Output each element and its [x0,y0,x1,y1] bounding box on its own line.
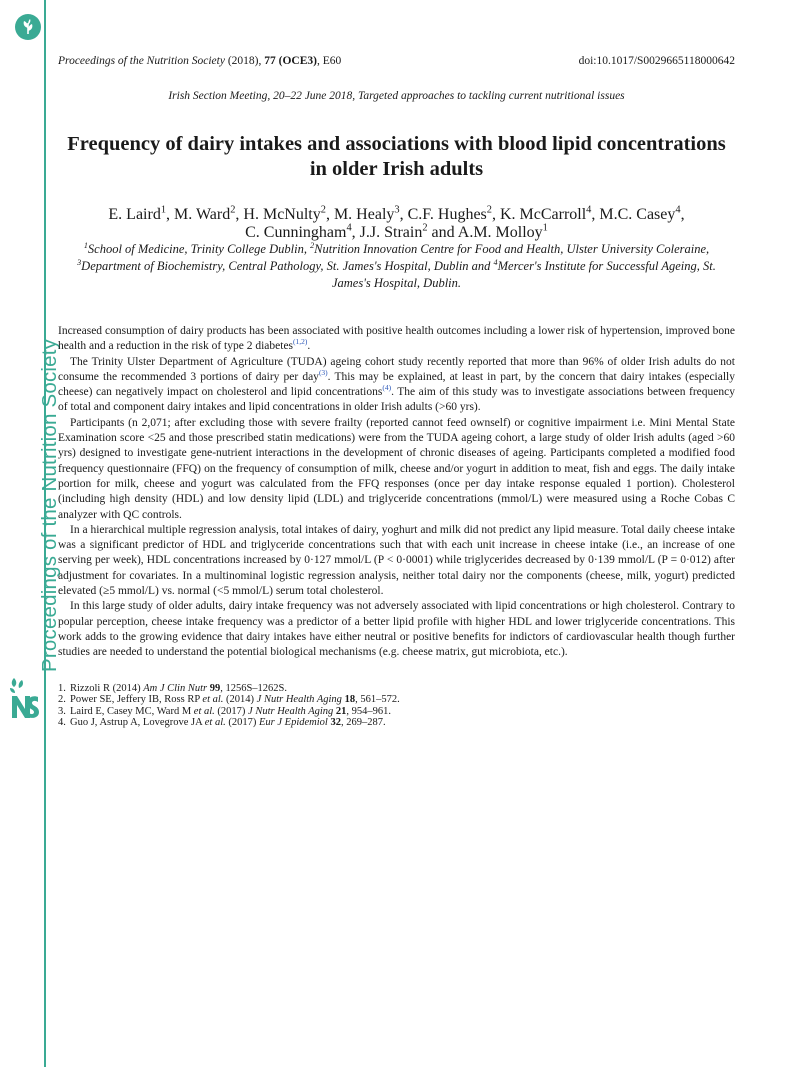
title-line-1: Frequency of dairy intakes and associations with blood lipid concentrations [67,133,726,155]
author-name: K. McCarroll [499,206,587,223]
reference-etal: et al. [193,705,215,717]
paragraph-text: The Trinity Ulster Department of Agriculture (TUDA) ageing cohort study recently reported that more than 96% of older Irish adults do not consume the recommended 3 portions of dairy per day [58,355,735,383]
reference-item [58,683,735,694]
author-separator: , [680,206,685,223]
body-paragraph [58,355,735,416]
reference-pages: , 1256S–1262S. [220,683,288,694]
affiliation-text: Mercer's Institute for Successful Ageing, St. James's Hospital, Dublin. [331,259,716,290]
author [245,224,360,241]
reference-item [58,717,735,728]
reference-journal: J Nutr Health Aging [256,694,342,706]
reference-item [58,706,735,717]
author-affiliation-mark: 1 [160,204,167,216]
affiliation-text: Department of Biochemistry, Central Pathology, St. James's Hospital, Dublin and [81,259,494,273]
reference-number: 2. [58,694,66,706]
author-name: M. Healy [333,206,395,223]
reference-etal: et al. [204,717,226,729]
author-separator: , [166,206,175,223]
reference-authors: Guo J, Astrup A, Lovegrove JA [70,717,205,729]
reference-pages: , 269–287. [340,717,386,729]
author-separator: , [399,206,408,223]
leaf-logo-icon [15,14,41,40]
reference-journal: Am J Clin Nutr [143,683,208,694]
journal-title: Proceedings of the Nutrition Society [58,55,225,67]
author [408,206,500,223]
affiliation-number: 1 [83,240,88,250]
author-separator: and [427,224,458,241]
ns-logo-icon [8,676,40,727]
body-paragraph [58,416,735,523]
affiliation-number: 2 [310,240,315,250]
author-separator: , [325,206,334,223]
author-name: M. Ward [174,206,231,223]
meeting-line: Irish Section Meeting, 20–22 June 2018, Targeted approaches to tackling current nutritional issues [168,90,625,102]
author [108,206,174,223]
author-affiliation-mark: 2 [320,204,326,216]
affiliation-list [58,241,735,292]
author-affiliation-mark: 2 [230,204,236,216]
author-affiliation-mark: 4 [586,204,592,216]
affiliation-text: School of Medicine, Trinity College Dublin, [87,242,311,256]
running-head-citation [58,55,341,67]
doi[interactable]: doi:10.1017/S0029665118000642 [578,55,735,67]
page-number: , E60 [316,55,342,67]
paragraph-text: . [307,340,311,353]
reference-number: 3. [58,705,66,717]
paragraph-text: In this large study of older adults, dairy intake frequency was not adversely associated with lipid concentrations or high cholesterol. Contrary to popular perception, cheese intake frequency was a predictor of a better lipid profile with higher HDL and lower triglyceride concentrations. This work adds to the growing evidence that dairy intakes have either neutral or positive benefits for indictors of cardiovascular health though further studies are needed to understand the potential biological mechanisms (e.g. cheese matrix, gut microbiota, etc.). [58,600,735,659]
author-name: C. Cunningham [245,224,347,241]
author [360,224,458,241]
reference-year: (2017) [214,705,249,717]
year: (2018), [227,55,262,67]
author-name: A.M. Molloy [457,224,543,241]
volume: 77 (OCE3) [264,55,317,67]
author [174,206,243,223]
reference-pages: , 954–961. [346,705,392,717]
reference-authors: Power SE, Jeffery IB, Ross RP [70,694,203,706]
reference-number: 1. [58,683,66,694]
author [599,206,684,223]
affiliation-number: 4 [493,257,498,267]
author-affiliation-mark: 3 [394,204,400,216]
reference-volume: 32 [330,717,341,729]
author-affiliation-mark: 4 [675,204,681,216]
reference-list [58,683,735,729]
body-paragraph [58,324,735,355]
author-separator: , [235,206,244,223]
citation-link[interactable]: (3) [318,368,328,378]
author-list [58,206,735,242]
author-name: M.C. Casey [599,206,676,223]
author-affiliation-mark: 2 [422,222,428,234]
author-affiliation-mark: 1 [542,222,548,234]
paragraph-text: Participants (n 2,071; after excluding those with severe frailty (reported cannot feed ownself) or cognitive impairment i.e. Mini Mental State Examination score <25 and those prescribed statin medications) were from the TUDA ageing cohort, a large study of older Irish adults (aged >60 yrs) designed to investigate gene-nutrient interactions in the development of chronic diseases of ageing. Participants completed a modified food frequency questionnaire (FFQ) on the frequency of consumption of milk, cheese and/or yogurt in addition to meat, fish and eggs. The daily intake portion for milk, cheese and yogurt was calculated from the FFQ responses (once per day intake response equaled 1 portion). Cholesterol (including high density (HDL) and low density lipid (LDL) and triglyceride concentrations (mmol/L) were measured using a Roche Cobas C analyzer with QC controls. [58,416,735,521]
author-separator: , [491,206,500,223]
author-name: H. McNulty [243,206,321,223]
reference-volume: 18 [344,694,356,706]
author [334,206,408,223]
reference-volume: 21 [335,705,347,717]
reference-item [58,694,735,705]
author-name: E. Laird [108,206,161,223]
title-line-2: in older Irish adults [309,158,484,180]
reference-year: (2014) [223,694,257,706]
article-title [58,132,735,182]
author-separator: , [351,224,360,241]
reference-volume: 99 [209,683,221,694]
author-affiliation-mark: 2 [486,204,492,216]
author [243,206,334,223]
reference-authors: Laird E, Casey MC, Ward M [70,705,194,717]
reference-etal: et al. [202,694,224,706]
affiliation-text: Nutrition Innovation Centre for Food and Health, Ulster University Coleraine, [314,242,710,256]
paragraph-text: In a hierarchical multiple regression analysis, total intakes of dairy, yoghurt and milk did not predict any lipid measure. Total daily cheese intake was a significant predictor of HDL and triglyceride concentrations such that with each unit increase in cheese intake (i.e., an increase of one serving per week), HDL concentrations increased by 0·127 mmol/L (P < 0·0001) while triglycerides decreased by 0·139 mmol/L (P = 0·012) after adjustment for covariates. In a multinominal logistic regression analysis, neither total dairy nor the components (cheese, milk, yogurt) predicted elevated (≥5 mmol/L) vs. normal (<5 mmol/L) serum total cholesterol. [58,523,735,598]
journal-name-vertical: Proceedings of the Nutrition Society [38,338,61,672]
body-paragraph [58,599,735,660]
paragraph-text: . The aim of this study was to investigate associations between frequency of total and component dairy intakes and lipid concentrations in older Irish adults (>60 yrs). [58,386,735,414]
author-name: C.F. Hughes [407,206,487,223]
reference-year: (2017) [225,717,259,729]
citation-link[interactable]: (1,2) [293,337,308,347]
paragraph-text: . This may be explained, at least in part, by the concern that dairy intakes (especially cheese) can negatively impact on cholesterol and lipid concentrations [58,370,735,399]
author-separator: , [591,206,600,223]
reference-authors: Rizzoli R (2014) [70,683,144,694]
paragraph-text: Increased consumption of dairy products has been associated with positive health outcomes including a lower risk of hypertension, improved bone health and a reduction in the risk of type 2 diabetes [58,325,735,353]
journal-sidebar [0,0,61,1067]
body-paragraph [58,523,735,599]
reference-number: 4. [58,717,66,729]
citation-link[interactable]: (4) [382,383,392,393]
author-name: J.J. Strain [359,224,423,241]
author-affiliation-mark: 4 [346,222,352,234]
reference-pages: , 561–572. [355,694,400,706]
author [500,206,599,223]
reference-journal: J Nutr Health Aging [248,705,334,717]
abstract-body [58,324,735,661]
affiliation-number: 3 [77,257,82,267]
author [458,224,548,241]
reference-journal: Eur J Epidemiol [259,717,328,729]
